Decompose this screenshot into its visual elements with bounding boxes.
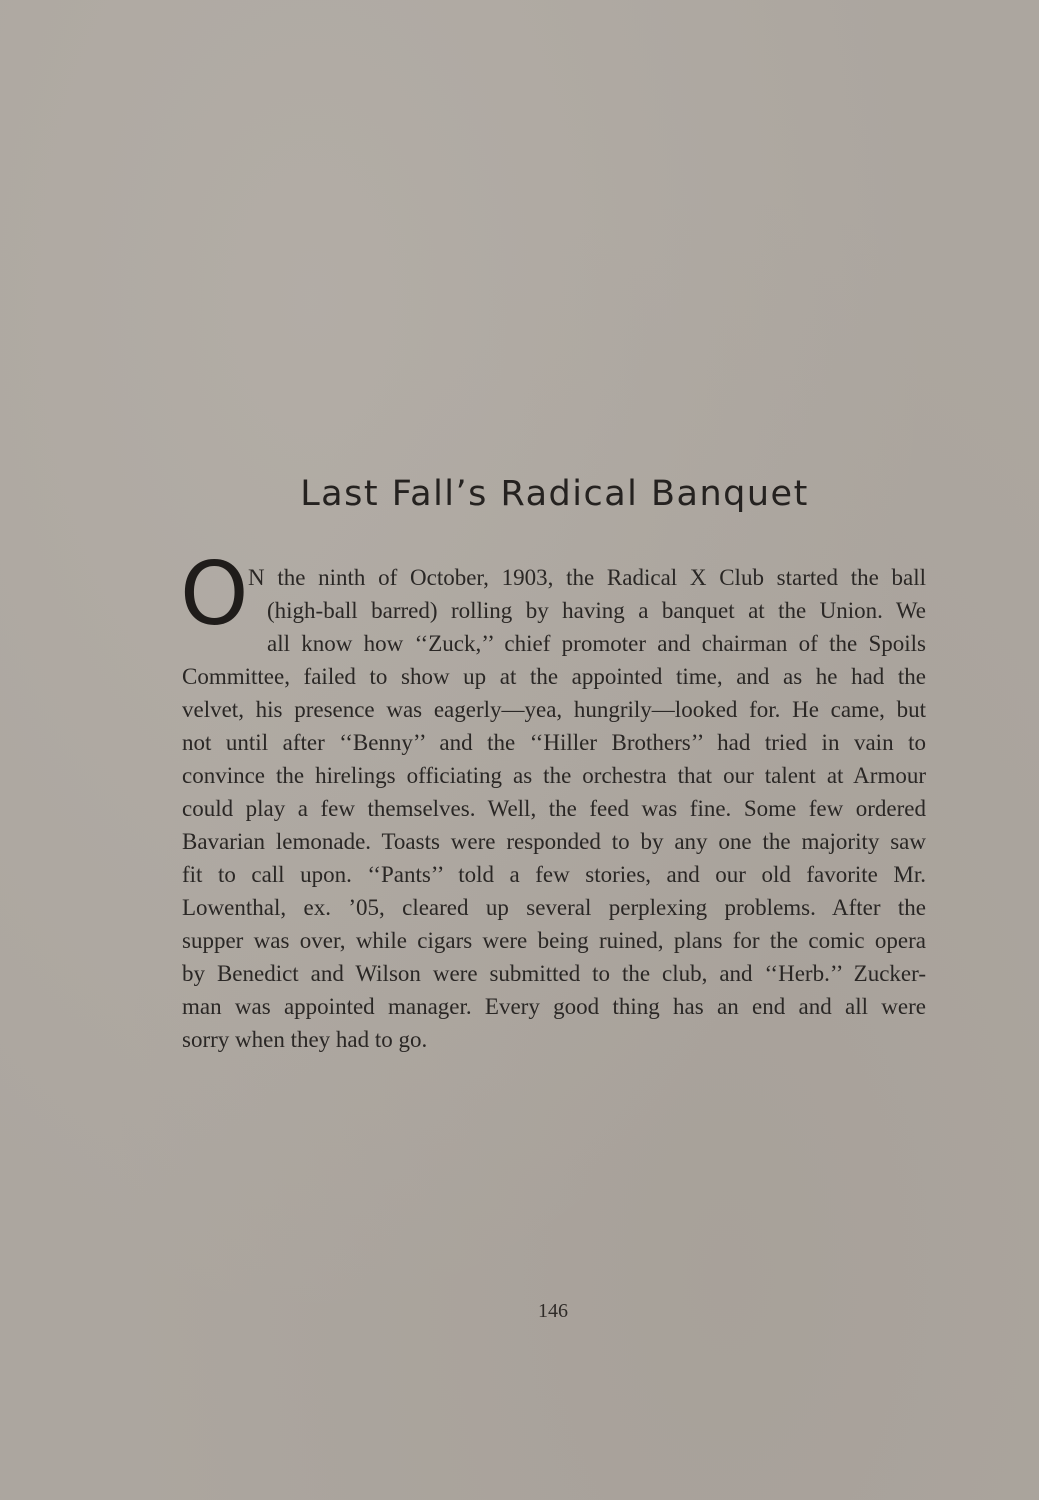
body-line: Committee, failed to show up at the appointed time, and as he had the bbox=[182, 664, 926, 689]
body-line: man was appointed manager. Every good thing has an end and all were bbox=[182, 994, 926, 1019]
body-line: convince the hirelings officiating as the orchestra that our talent at Armour bbox=[182, 763, 926, 788]
body-line: velvet, his presence was eagerly—yea, hungrily—looked for. He came, but bbox=[182, 697, 926, 722]
body-line: could play a few themselves. Well, the feed was fine. Some few ordered bbox=[182, 796, 926, 821]
page-number: 146 bbox=[538, 1300, 568, 1322]
body-line: N the ninth of October, 1903, the Radical X Club started the ball bbox=[248, 565, 926, 590]
article-title: Last Fall’s Radical Banquet bbox=[300, 474, 809, 514]
body-line: not until after ‘‘Benny’’ and the ‘‘Hiller Brothers’’ had tried in vain to bbox=[182, 730, 926, 755]
body-line: Lowenthal, ex. ’05, cleared up several perplexing problems. After the bbox=[182, 895, 926, 920]
body-line: (high-ball barred) rolling by having a banquet at the Union. We bbox=[267, 598, 926, 623]
body-line: supper was over, while cigars were being ruined, plans for the comic opera bbox=[182, 928, 926, 953]
body-line: Bavarian lemonade. Toasts were responded to by any one the majority saw bbox=[182, 829, 926, 854]
body-line: by Benedict and Wilson were submitted to the club, and ‘‘Herb.’’ Zucker- bbox=[182, 961, 926, 986]
body-line: fit to call upon. ‘‘Pants’’ told a few stories, and our old favorite Mr. bbox=[182, 862, 926, 887]
body-line: all know how ‘‘Zuck,’’ chief promoter and chairman of the Spoils bbox=[267, 631, 926, 656]
drop-cap-letter: O bbox=[180, 543, 249, 645]
body-line-last: sorry when they had to go. bbox=[182, 1027, 428, 1052]
